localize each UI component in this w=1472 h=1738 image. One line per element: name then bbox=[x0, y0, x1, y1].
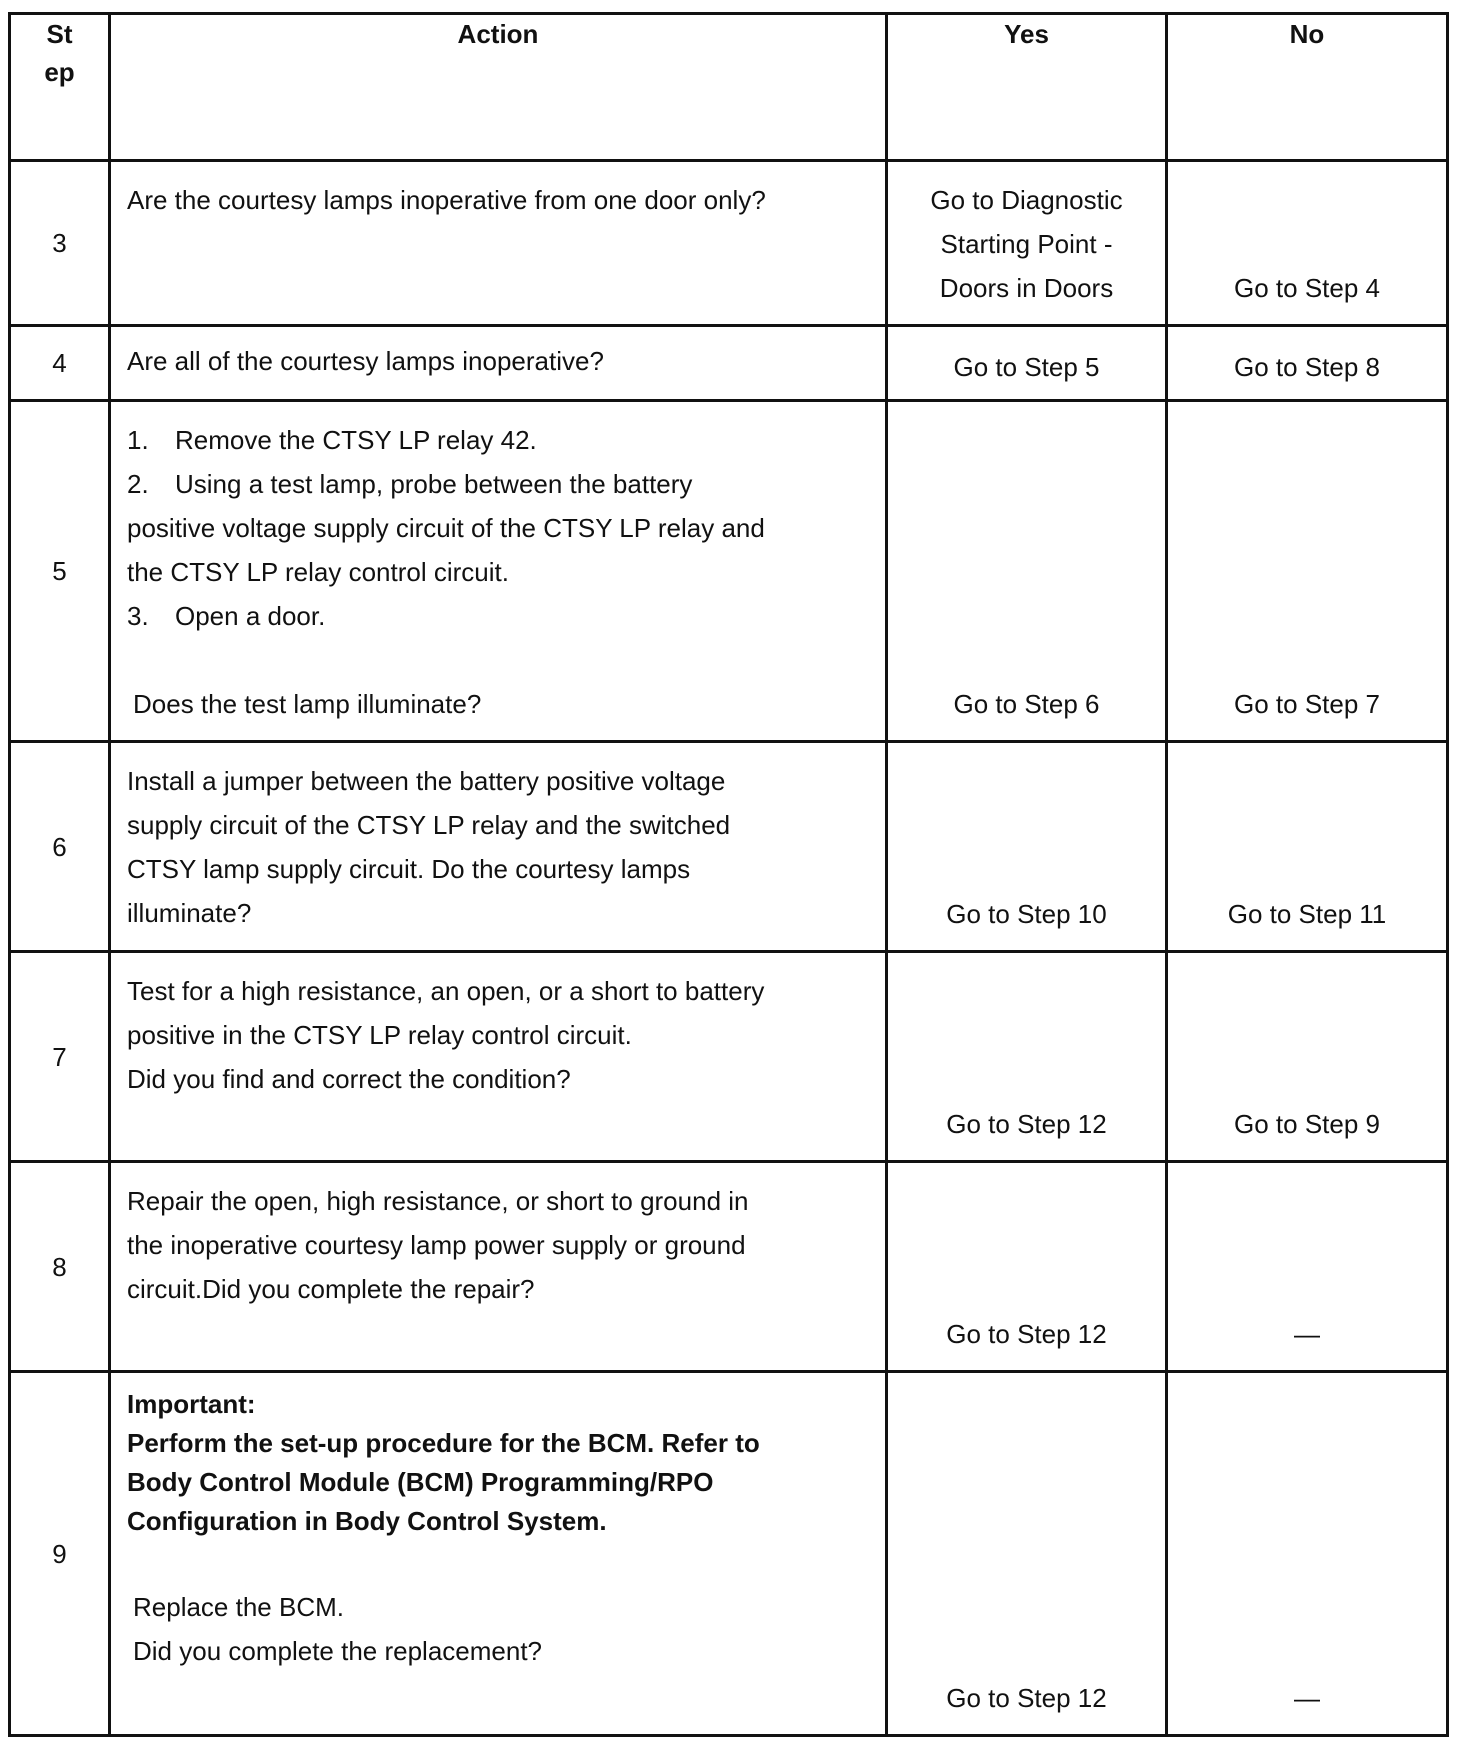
step-number: 5 bbox=[10, 401, 110, 742]
header-action: Action bbox=[110, 14, 887, 161]
action-cell bbox=[110, 1372, 887, 1736]
step-number: 6 bbox=[10, 742, 110, 952]
no-cell: Go to Step 7 bbox=[1167, 401, 1448, 742]
yes-cell: Go to Step 5 bbox=[887, 326, 1167, 401]
list-number: 3. bbox=[127, 601, 149, 631]
action-cell bbox=[110, 401, 887, 742]
table-row bbox=[10, 401, 1448, 742]
header-step-line2: ep bbox=[44, 57, 75, 87]
header-row bbox=[10, 14, 1448, 161]
table-row bbox=[10, 326, 1448, 401]
action-text: Are all of the courtesy lamps inoperative? bbox=[110, 326, 887, 401]
action-line: Replace the BCM. bbox=[133, 1592, 344, 1622]
yes-cell: Go to Step 6 bbox=[887, 401, 1167, 742]
action-line: Test for a high resistance, an open, or a short to battery bbox=[127, 976, 765, 1006]
action-line: supply circuit of the CTSY LP relay and the switched bbox=[127, 810, 731, 840]
header-step-line1: St bbox=[46, 19, 73, 49]
important-line: Configuration in Body Control System. bbox=[127, 1506, 607, 1536]
header-no: No bbox=[1167, 14, 1448, 161]
action-line: illuminate? bbox=[127, 898, 252, 928]
list-text: Open a door. bbox=[175, 601, 326, 631]
yes-cell: Go to Step 12 bbox=[887, 1372, 1167, 1736]
no-cell: — bbox=[1167, 1372, 1448, 1736]
yes-line: Go to Diagnostic bbox=[930, 185, 1123, 215]
list-item bbox=[127, 594, 871, 638]
yes-line: Doors in Doors bbox=[939, 273, 1114, 303]
action-cell bbox=[110, 742, 887, 952]
continuation-line: positive voltage supply circuit of the CTSY LP relay and bbox=[127, 513, 765, 543]
yes-cell: Go to Step 10 bbox=[887, 742, 1167, 952]
step-number: 4 bbox=[10, 326, 110, 401]
action-text: Are the courtesy lamps inoperative from one door only? bbox=[110, 161, 887, 326]
list-item bbox=[127, 462, 871, 506]
step-number: 7 bbox=[10, 952, 110, 1162]
no-cell: Go to Step 9 bbox=[1167, 952, 1448, 1162]
action-line: Did you find and correct the condition? bbox=[127, 1064, 571, 1094]
diagnostic-table bbox=[8, 12, 1449, 1737]
no-cell: Go to Step 8 bbox=[1167, 326, 1448, 401]
step-number: 9 bbox=[10, 1372, 110, 1736]
no-cell: Go to Step 11 bbox=[1167, 742, 1448, 952]
action-line: Did you complete the replacement? bbox=[133, 1636, 543, 1666]
list-number: 2. bbox=[127, 469, 149, 499]
header-step bbox=[10, 14, 110, 161]
important-line: Body Control Module (BCM) Programming/RPO bbox=[127, 1467, 714, 1497]
action-line: circuit.Did you complete the repair? bbox=[127, 1274, 535, 1304]
important-line: Perform the set-up procedure for the BCM. Refer to bbox=[127, 1428, 760, 1458]
important-heading: Important: bbox=[127, 1389, 256, 1419]
action-cell bbox=[110, 1162, 887, 1372]
list-text: Using a test lamp, probe between the battery bbox=[175, 469, 693, 499]
yes-cell: Go to Step 12 bbox=[887, 1162, 1167, 1372]
table-row bbox=[10, 1372, 1448, 1736]
list-number: 1. bbox=[127, 425, 149, 455]
list-item bbox=[127, 418, 871, 462]
action-line: the inoperative courtesy lamp power supply or ground bbox=[127, 1230, 746, 1260]
list-text: Remove the CTSY LP relay 42. bbox=[175, 425, 537, 455]
no-cell: — bbox=[1167, 1162, 1448, 1372]
action-line: CTSY lamp supply circuit. Do the courtesy lamps bbox=[127, 854, 691, 884]
header-yes: Yes bbox=[887, 14, 1167, 161]
action-line: Repair the open, high resistance, or short to ground in bbox=[127, 1186, 749, 1216]
yes-cell bbox=[887, 161, 1167, 326]
yes-line: Starting Point - bbox=[940, 229, 1113, 259]
table-row bbox=[10, 952, 1448, 1162]
action-line: Install a jumper between the battery positive voltage bbox=[127, 766, 726, 796]
step-number: 3 bbox=[10, 161, 110, 326]
step-number: 8 bbox=[10, 1162, 110, 1372]
table-row bbox=[10, 1162, 1448, 1372]
continuation-line: the CTSY LP relay control circuit. bbox=[127, 557, 509, 587]
yes-cell: Go to Step 12 bbox=[887, 952, 1167, 1162]
table-row bbox=[10, 161, 1448, 326]
question-text: Does the test lamp illuminate? bbox=[133, 689, 482, 719]
action-line: positive in the CTSY LP relay control circuit. bbox=[127, 1020, 632, 1050]
table-row bbox=[10, 742, 1448, 952]
no-cell: Go to Step 4 bbox=[1167, 161, 1448, 326]
action-cell bbox=[110, 952, 887, 1162]
